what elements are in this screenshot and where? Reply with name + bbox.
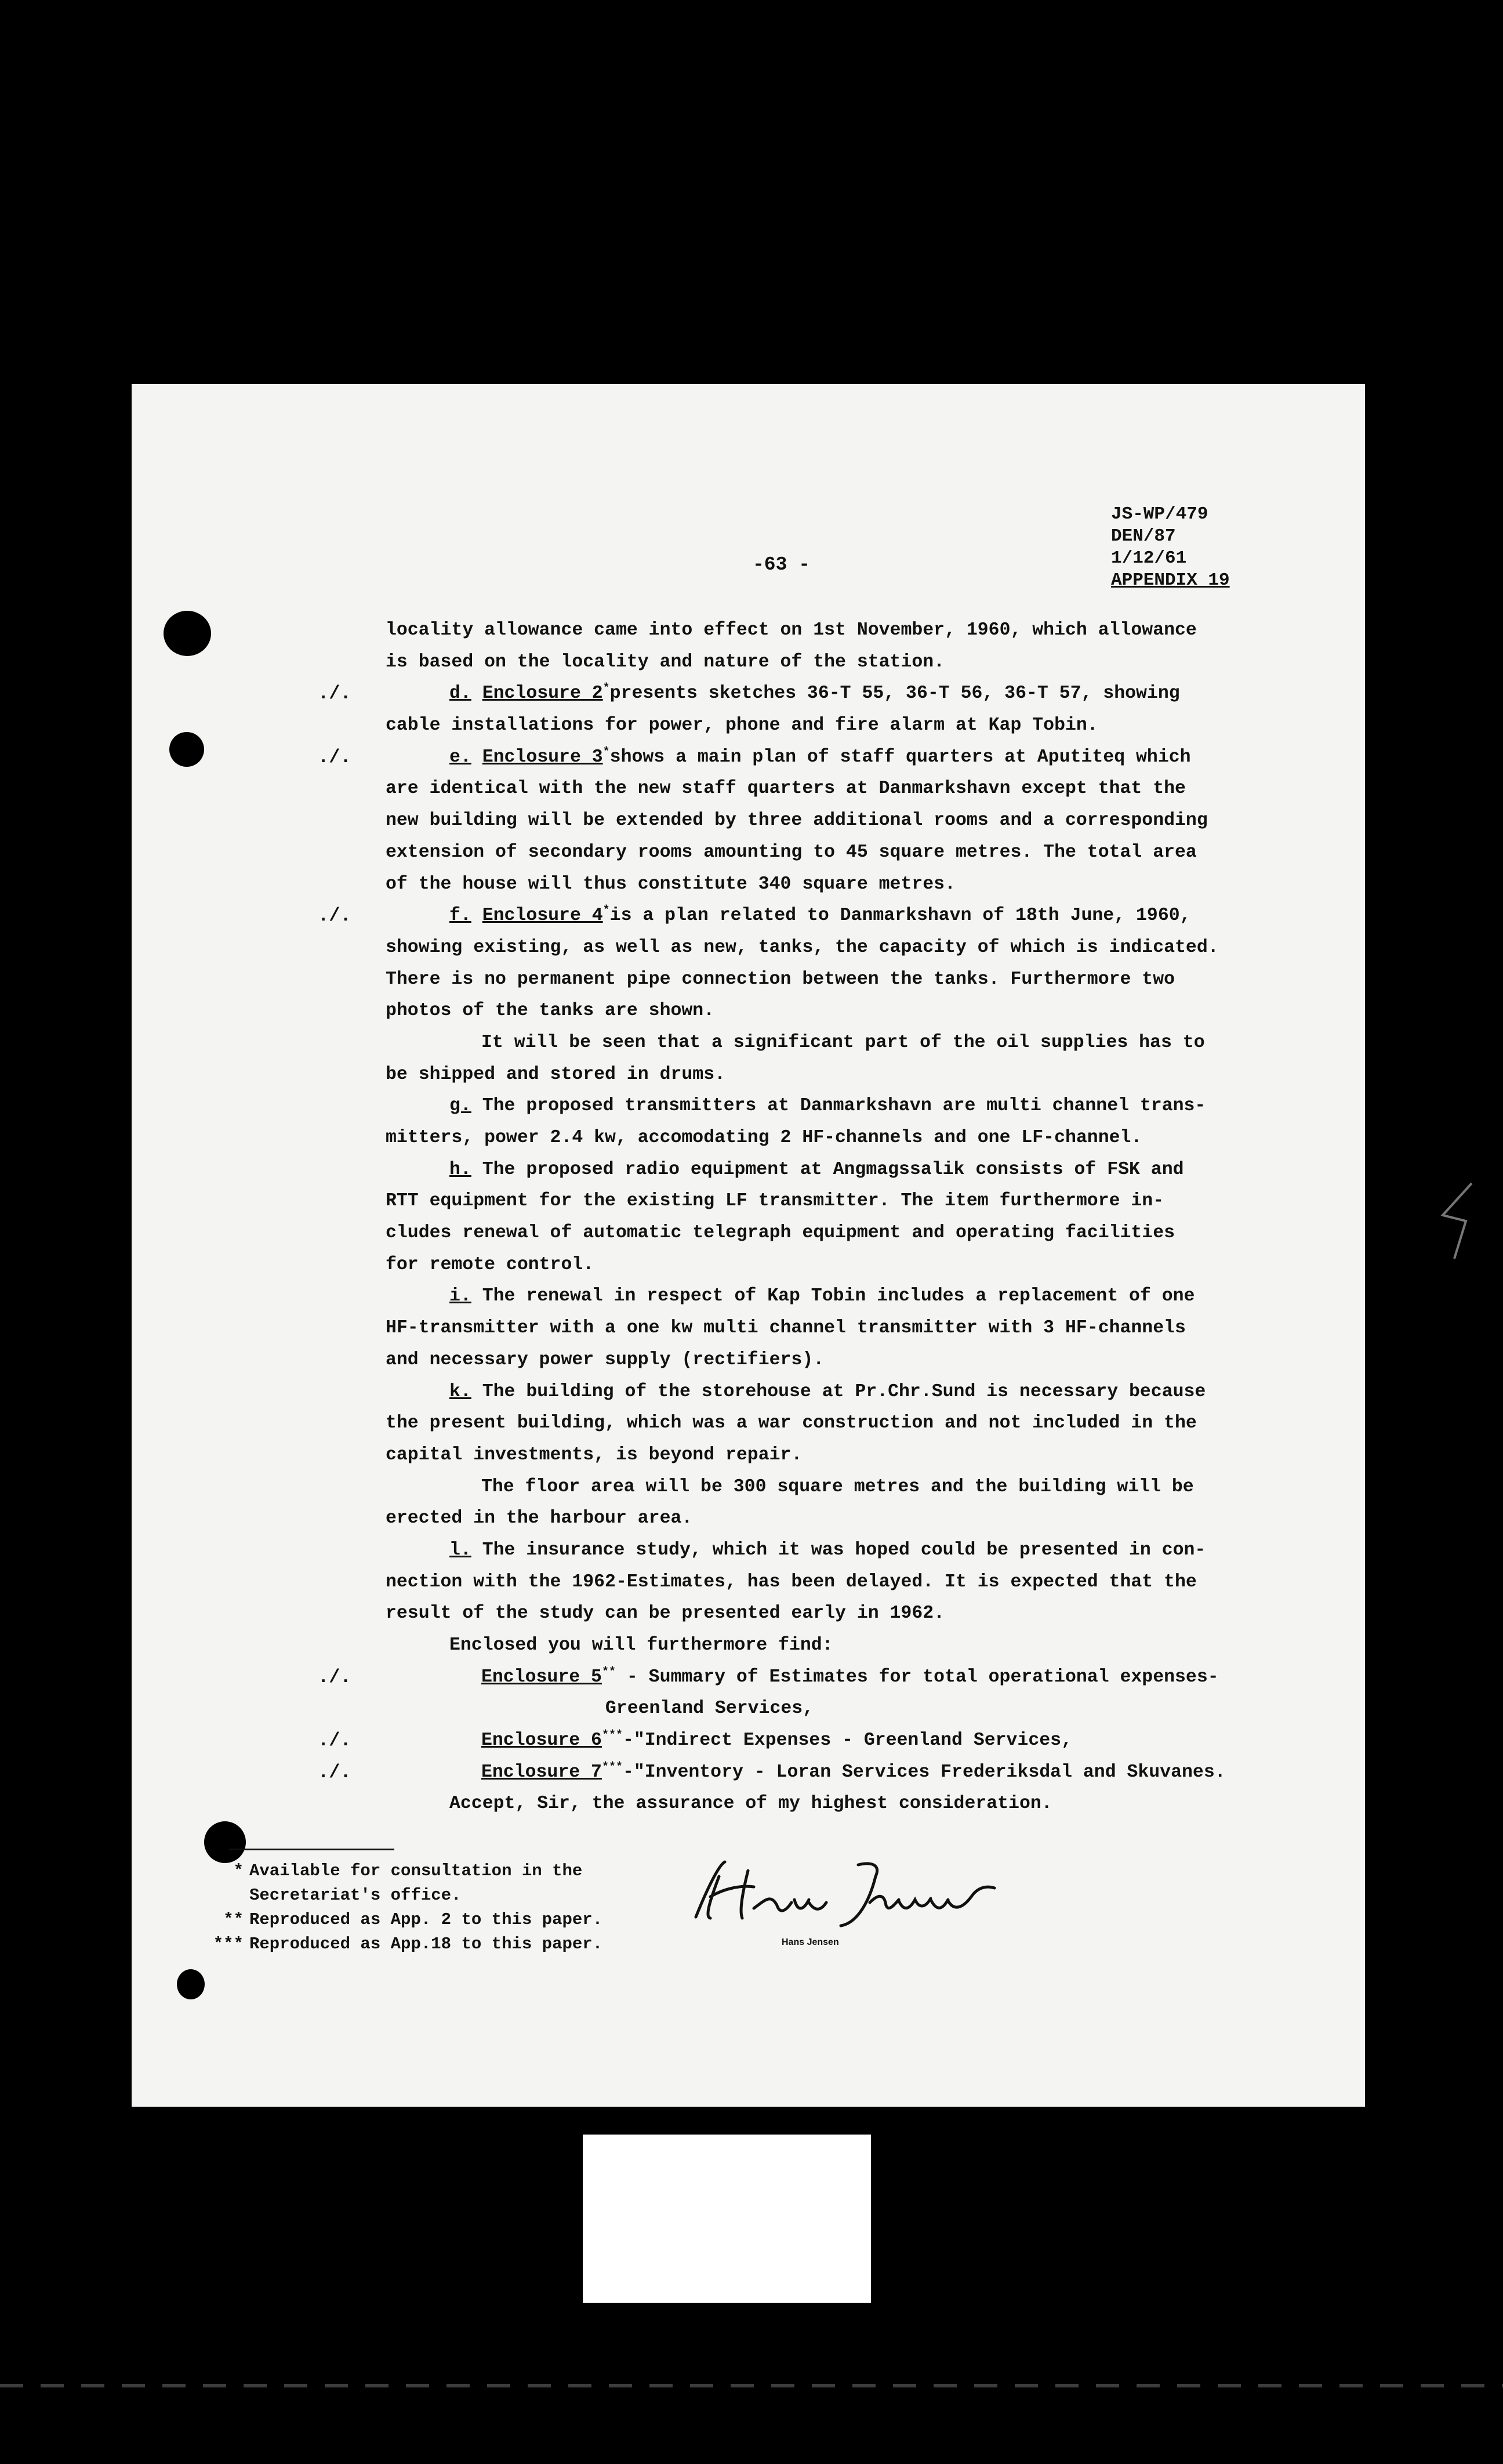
line-text: Accept, Sir, the assurance of my highest consideration. — [449, 1793, 1052, 1814]
item-label: h. — [449, 1159, 471, 1180]
spacer — [471, 905, 482, 926]
footnotes — [203, 1859, 602, 1956]
punch-hole — [177, 1969, 205, 1999]
footnote-marker: * — [602, 904, 610, 918]
text-line — [386, 1027, 1284, 1059]
text-line — [386, 869, 1284, 901]
enclosure-reference: Enclosure 6 — [481, 1730, 602, 1751]
line-text: be shipped and stored in drums. — [386, 1064, 725, 1085]
line-text: result of the study can be presented early in 1962. — [386, 1603, 945, 1624]
footnote-divider — [229, 1849, 394, 1850]
text-line — [386, 710, 1284, 742]
enclosure-reference: Enclosure 3 — [482, 747, 603, 767]
enclosure-margin-mark: ./. — [318, 1666, 351, 1688]
line-text: The proposed transmitters at Danmarkshavn are multi channel trans- — [471, 1096, 1206, 1117]
footnote-marker: ** — [223, 1910, 244, 1929]
line-text: cable installations for power, phone and fire alarm at Kap Tobin. — [386, 715, 1098, 736]
line-text: The building of the storehouse at Pr.Chr.Sund is necessary because — [471, 1381, 1206, 1402]
page-number: -63 - — [753, 554, 811, 575]
line-text: capital investments, is beyond repair. — [386, 1444, 803, 1465]
text-line — [386, 1313, 1284, 1345]
text-line — [318, 678, 1284, 710]
item-label: e. — [449, 747, 471, 767]
line-text: and necessary power supply (rectifiers). — [386, 1349, 825, 1370]
enclosure-margin-mark: ./. — [318, 1730, 351, 1752]
spacer — [471, 683, 482, 704]
text-line — [386, 1693, 1284, 1725]
line-text: shows a main plan of staff quarters at Aputiteq which — [609, 747, 1191, 767]
footnote — [203, 1932, 602, 1956]
text-line — [386, 1788, 1284, 1820]
reference-block — [1111, 503, 1230, 592]
enclosure-reference: Enclosure 7 — [481, 1762, 602, 1782]
item-label: d. — [449, 683, 471, 704]
item-label: f. — [449, 905, 471, 926]
line-text: are identical with the new staff quarters at Danmarkshavn except that the — [386, 778, 1186, 799]
line-text: locality allowance came into effect on 1st November, 1960, which allowance — [386, 620, 1197, 640]
line-text: new building will be extended by three additional rooms and a corresponding — [386, 810, 1208, 831]
text-line — [386, 1345, 1284, 1376]
line-text: of the house will thus constitute 340 square metres. — [386, 874, 956, 894]
enclosure-reference: Enclosure 4 — [482, 905, 603, 926]
enclosure-reference: Enclosure 5 — [481, 1666, 602, 1687]
line-text: RTT equipment for the existing LF transmitter. The item furthermore in- — [386, 1191, 1164, 1212]
line-text: mitters, power 2.4 kw, accomodating 2 HF-channels and one LF-channel. — [386, 1128, 1142, 1148]
handwritten-signature — [684, 1853, 1009, 1929]
item-label: k. — [449, 1381, 471, 1402]
line-text: -"Indirect Expenses - Greenland Services, — [622, 1730, 1072, 1751]
line-text: It will be seen that a significant part of the oil supplies has to — [481, 1032, 1205, 1053]
footnote-marker: * — [233, 1861, 244, 1880]
enclosure-margin-mark: ./. — [318, 746, 351, 768]
text-line — [318, 1757, 1284, 1789]
line-text: HF-transmitter with a one kw multi channel transmitter with 3 HF-channels — [386, 1318, 1186, 1339]
text-line — [386, 805, 1284, 837]
footnote-marker: * — [602, 745, 610, 759]
text-line — [386, 1535, 1284, 1567]
line-text: is a plan related to Danmarkshavn of 18th June, 1960, — [609, 905, 1191, 926]
enclosure-margin-mark: ./. — [318, 683, 351, 705]
line-text: is based on the locality and nature of the station. — [386, 651, 945, 672]
text-line — [386, 1567, 1284, 1599]
margin-arrow-icon — [1437, 1180, 1483, 1262]
footnote-text: Reproduced as App.18 to this paper. — [249, 1934, 603, 1954]
line-text: -"Inventory - Loran Services Frederiksdal and Skuvanes. — [622, 1762, 1226, 1782]
line-text: showing existing, as well as new, tanks, the capacity of which is indicated. — [386, 937, 1219, 958]
text-line — [386, 1376, 1284, 1408]
text-line — [318, 1725, 1284, 1757]
line-text: cludes renewal of automatic telegraph equipment and operating facilities — [386, 1223, 1175, 1244]
text-line — [386, 1630, 1284, 1662]
item-label: i. — [449, 1286, 471, 1307]
line-text: the present building, which was a war construction and not included in the — [386, 1413, 1197, 1434]
footnote-text: Secretariat's office. — [249, 1886, 462, 1905]
footnote-marker: *** — [213, 1934, 244, 1954]
line-text: There is no permanent pipe connection between the tanks. Furthermore two — [386, 969, 1175, 990]
appendix-label: APPENDIX 19 — [1111, 570, 1230, 590]
line-text: photos of the tanks are shown. — [386, 1001, 715, 1021]
footnote-marker: ** — [601, 1665, 616, 1679]
footnote-marker: *** — [601, 1760, 623, 1774]
line-text: Greenland Services, — [594, 1698, 814, 1719]
footnote — [203, 1883, 602, 1908]
text-line — [386, 773, 1284, 805]
line-text: Enclosed you will furthermore find: — [449, 1635, 833, 1655]
text-line — [386, 1249, 1284, 1281]
text-line — [386, 1503, 1284, 1535]
line-text: presents sketches 36-T 55, 36-T 56, 36-T 57, showing — [609, 683, 1180, 704]
text-line — [386, 615, 1284, 647]
blank-card — [583, 2135, 871, 2303]
item-label: g. — [449, 1096, 471, 1117]
footnote — [203, 1908, 602, 1932]
line-text: erected in the harbour area. — [386, 1508, 693, 1529]
text-line — [318, 742, 1284, 774]
text-line — [318, 900, 1284, 932]
footnote-text: Reproduced as App. 2 to this paper. — [249, 1910, 603, 1929]
text-line — [386, 1440, 1284, 1472]
document-date: 1/12/61 — [1111, 548, 1187, 568]
text-line — [386, 837, 1284, 869]
line-text: The proposed radio equipment at Angmagssalik consists of FSK and — [471, 1159, 1184, 1180]
scan-artifact — [0, 2384, 1503, 2387]
text-line — [386, 1154, 1284, 1186]
line-text: extension of secondary rooms amounting to 45 square metres. The total area — [386, 842, 1197, 863]
text-line — [386, 1186, 1284, 1217]
reference-code-secondary: DEN/87 — [1111, 526, 1176, 546]
line-text: - Summary of Estimates for total operational expenses- — [615, 1666, 1219, 1687]
footnote-marker: *** — [601, 1729, 623, 1742]
text-line — [386, 1472, 1284, 1503]
text-line — [386, 1122, 1284, 1154]
spacer — [471, 747, 482, 767]
text-line — [318, 1662, 1284, 1694]
text-line — [386, 647, 1284, 679]
punch-hole — [169, 732, 204, 767]
line-text: for remote control. — [386, 1254, 594, 1275]
punch-hole — [164, 611, 211, 656]
text-line — [386, 995, 1284, 1027]
enclosure-margin-mark: ./. — [318, 1761, 351, 1783]
text-line — [386, 1090, 1284, 1122]
text-line — [386, 932, 1284, 964]
letter-body — [318, 615, 1284, 1820]
footnote — [203, 1859, 602, 1883]
line-text: The insurance study, which it was hoped could be presented in con- — [471, 1539, 1206, 1560]
text-line — [386, 1598, 1284, 1630]
footnote-marker: * — [602, 682, 610, 695]
text-line — [386, 1281, 1284, 1313]
punch-hole — [204, 1821, 246, 1863]
text-line — [386, 1217, 1284, 1249]
item-label: l. — [449, 1539, 471, 1560]
signature-name: Hans Jensen — [782, 1937, 839, 1947]
text-line — [386, 964, 1284, 996]
enclosure-reference: Enclosure 2 — [482, 683, 603, 704]
reference-code: JS-WP/479 — [1111, 504, 1208, 524]
text-line — [386, 1408, 1284, 1440]
text-line — [386, 1059, 1284, 1091]
line-text: The floor area will be 300 square metres and the building will be — [481, 1476, 1194, 1497]
footnote-text: Available for consultation in the — [249, 1861, 583, 1880]
line-text: The renewal in respect of Kap Tobin includes a replacement of one — [471, 1286, 1195, 1307]
enclosure-margin-mark: ./. — [318, 905, 351, 927]
line-text: nection with the 1962-Estimates, has been delayed. It is expected that the — [386, 1571, 1197, 1592]
